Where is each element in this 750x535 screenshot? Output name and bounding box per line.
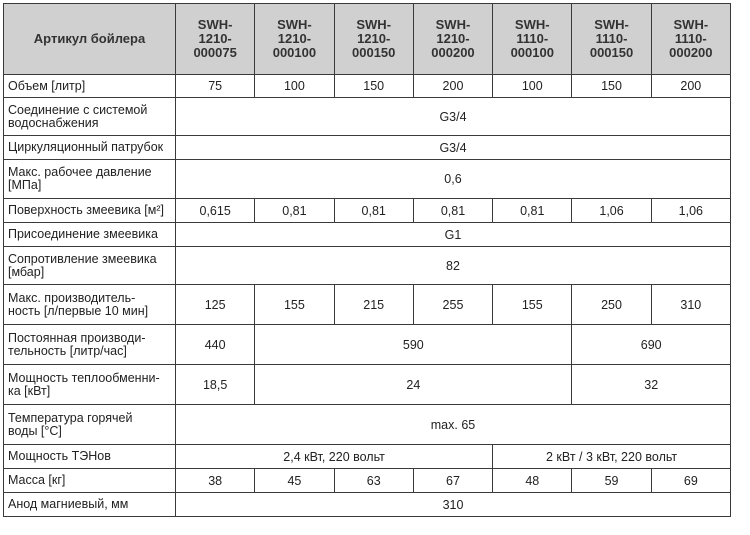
row-label: Постоянная производи- тельность [литр/час] <box>4 325 176 365</box>
cell-value: G1 <box>176 223 731 247</box>
cell-value: 69 <box>651 469 730 493</box>
row-coil-connection <box>4 223 731 247</box>
cell-value: 24 <box>255 365 572 405</box>
row-label: Мощность ТЭНов <box>4 445 176 469</box>
header-article-label: Артикул бойлера <box>4 4 176 75</box>
cell-value: 0,615 <box>176 199 255 223</box>
cell-value: 18,5 <box>176 365 255 405</box>
row-coil-surface <box>4 199 731 223</box>
cell-value: 1,06 <box>572 199 651 223</box>
row-circulation <box>4 136 731 160</box>
cell-value: 32 <box>572 365 731 405</box>
row-label: Сопротивление змеевика [мбар] <box>4 247 176 285</box>
row-label: Масса [кг] <box>4 469 176 493</box>
row-label: Макс. производитель- ность [л/первые 10 мин] <box>4 285 176 325</box>
header-model: SWH- 1210- 000100 <box>255 4 334 75</box>
cell-value: 150 <box>334 75 413 98</box>
cell-value: 440 <box>176 325 255 365</box>
row-max-pressure <box>4 160 731 199</box>
row-label: Циркуляционный патрубок <box>4 136 176 160</box>
cell-value: 690 <box>572 325 731 365</box>
row-max-output <box>4 285 731 325</box>
cell-value: 100 <box>493 75 572 98</box>
cell-value: 0,6 <box>176 160 731 199</box>
cell-value: 0,81 <box>334 199 413 223</box>
cell-value: 215 <box>334 285 413 325</box>
row-label: Присоединение змеевика <box>4 223 176 247</box>
cell-value: 82 <box>176 247 731 285</box>
header-model: SWH- 1210- 000075 <box>176 4 255 75</box>
header-model: SWH- 1110- 000200 <box>651 4 730 75</box>
row-label: Мощность теплообменни- ка [кВт] <box>4 365 176 405</box>
row-label: Объем [литр] <box>4 75 176 98</box>
cell-value: 200 <box>651 75 730 98</box>
cell-value: 45 <box>255 469 334 493</box>
cell-value: 125 <box>176 285 255 325</box>
cell-value: 590 <box>255 325 572 365</box>
cell-value: 67 <box>413 469 492 493</box>
boiler-spec-table <box>3 3 731 517</box>
cell-value: max. 65 <box>176 405 731 445</box>
header-model: SWH- 1210- 000200 <box>413 4 492 75</box>
header-model: SWH- 1210- 000150 <box>334 4 413 75</box>
cell-value: 100 <box>255 75 334 98</box>
cell-value: 310 <box>651 285 730 325</box>
row-coil-resistance <box>4 247 731 285</box>
cell-value: G3/4 <box>176 98 731 136</box>
row-volume <box>4 75 731 98</box>
row-label: Макс. рабочее давление [МПа] <box>4 160 176 199</box>
cell-value: 63 <box>334 469 413 493</box>
row-mass <box>4 469 731 493</box>
header-model: SWH- 1110- 000100 <box>493 4 572 75</box>
header-row <box>4 4 731 75</box>
cell-value: 0,81 <box>255 199 334 223</box>
row-hot-temp <box>4 405 731 445</box>
row-constant-output <box>4 325 731 365</box>
row-connection <box>4 98 731 136</box>
row-label: Поверхность змеевика [м²] <box>4 199 176 223</box>
row-label: Анод магниевый, мм <box>4 493 176 517</box>
cell-value: 38 <box>176 469 255 493</box>
cell-value: 2,4 кВт, 220 вольт <box>176 445 493 469</box>
cell-value: 150 <box>572 75 651 98</box>
cell-value: 250 <box>572 285 651 325</box>
cell-value: 155 <box>493 285 572 325</box>
row-heat-power <box>4 365 731 405</box>
cell-value: 200 <box>413 75 492 98</box>
cell-value: 48 <box>493 469 572 493</box>
row-anode <box>4 493 731 517</box>
cell-value: 255 <box>413 285 492 325</box>
cell-value: 0,81 <box>413 199 492 223</box>
cell-value: 75 <box>176 75 255 98</box>
cell-value: 59 <box>572 469 651 493</box>
row-label: Соединение с системой водоснабжения <box>4 98 176 136</box>
cell-value: 155 <box>255 285 334 325</box>
header-model: SWH- 1110- 000150 <box>572 4 651 75</box>
cell-value: 0,81 <box>493 199 572 223</box>
row-label: Температура горячей воды [°C] <box>4 405 176 445</box>
cell-value: 2 кВт / 3 кВт, 220 вольт <box>493 445 731 469</box>
row-ten-power <box>4 445 731 469</box>
cell-value: 310 <box>176 493 731 517</box>
cell-value: G3/4 <box>176 136 731 160</box>
cell-value: 1,06 <box>651 199 730 223</box>
